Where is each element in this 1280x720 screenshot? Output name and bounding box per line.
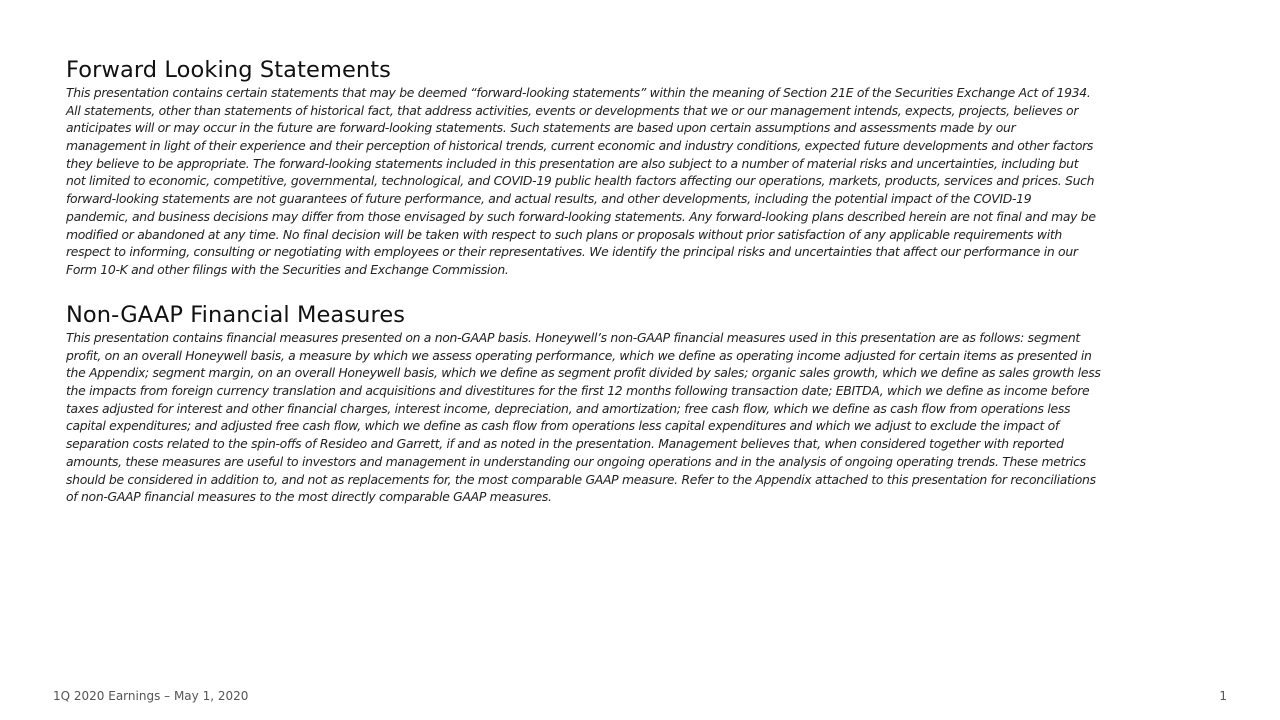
non-gaap-line: of non-GAAP financial measures to the most directly comparable GAAP measures.: [66, 489, 552, 505]
non-gaap-line: taxes adjusted for interest and other financial charges, interest income, depreciation, and amortization; free cash flow, which we define as cash flow from operations less: [66, 400, 1071, 416]
forward-looking-heading: Forward Looking Statements: [66, 57, 392, 83]
non-gaap-line: amounts, these measures are useful to investors and management in understanding our ongoing operations and in the analysis of ongoing operating trends. These metrics: [66, 453, 1086, 469]
non-gaap-line: should be considered in addition to, and not as replacements for, the most comparable GAAP measure. Refer to the Appendix attached to this presentation for reconciliations: [66, 471, 1096, 487]
forward-looking-line: modified or abandoned at any time. No final decision will be taken with respect to such plans or proposals without prior satisfaction of any applicable requirements with: [66, 226, 1062, 242]
forward-looking-line: respect to informing, consulting or negotiating with employees or their representatives. We identify the principal risks and uncertainties that affect our performance in our: [66, 244, 1078, 260]
forward-looking-section: [66, 56, 1218, 279]
non-gaap-line: profit, on an overall Honeywell basis, a measure by which we assess operating performance, which we define as operating income adjusted for certain items as presented in: [66, 347, 1092, 363]
non-gaap-body: [66, 329, 1218, 506]
footer-event-date: 1Q 2020 Earnings – May 1, 2020: [53, 689, 249, 703]
page-number: 1: [1219, 689, 1227, 703]
forward-looking-line: All statements, other than statements of historical fact, that address activities, events or developments that we or our management intends, expects, projects, believes or: [66, 102, 1079, 118]
non-gaap-line: the impacts from foreign currency translation and acquisitions and divestitures for the first 12 months following transaction date; EBITDA, which we define as income before: [66, 383, 1090, 399]
forward-looking-line: pandemic, and business decisions may differ from those envisaged by such forward-looking statements. Any forward-looking plans described herein are not final and may be: [66, 208, 1096, 224]
forward-looking-body: [66, 84, 1218, 279]
non-gaap-line: capital expenditures; and adjusted free cash flow, which we define as cash flow from operations less capital expenditures and which we adjust to exclude the impact of: [66, 418, 1059, 434]
non-gaap-line: This presentation contains financial measures presented on a non-GAAP basis. Honeywell’s non-GAAP financial measures used in this presentation are as follows: segment: [66, 330, 1080, 345]
forward-looking-line: This presentation contains certain statements that may be deemed “forward-looking statements” within the meaning of Section 21E of the Securities Exchange Act of 1934.: [66, 85, 1091, 100]
non-gaap-section: [66, 301, 1218, 506]
forward-looking-line: they believe to be appropriate. The forward-looking statements included in this presentation are also subject to a number of material risks and uncertainties, including but: [66, 155, 1079, 171]
non-gaap-line: separation costs related to the spin-offs of Resideo and Garrett, if and as noted in the presentation. Management believes that, when considered together with reported: [66, 436, 1064, 452]
forward-looking-line: forward-looking statements are not guarantees of future performance, and actual results, and other developments, including the potential impact of the COVID-19: [66, 191, 1032, 207]
forward-looking-line: Form 10-K and other filings with the Securities and Exchange Commission.: [66, 261, 509, 277]
forward-looking-line: anticipates will or may occur in the future are forward-looking statements. Such statements are based upon certain assumptions and assessments made by our: [66, 120, 1016, 136]
non-gaap-heading: Non-GAAP Financial Measures: [66, 302, 406, 328]
forward-looking-line: not limited to economic, competitive, governmental, technological, and COVID-19 public health factors affecting our operations, markets, products, services and prices. Such: [66, 173, 1095, 189]
forward-looking-line: management in light of their experience and their perception of historical trends, current economic and industry conditions, expected future developments and other factors: [66, 138, 1094, 154]
non-gaap-line: the Appendix; segment margin, on an overall Honeywell basis, which we define as segment profit divided by sales; organic sales growth, which we define as sales growth less: [66, 365, 1101, 381]
